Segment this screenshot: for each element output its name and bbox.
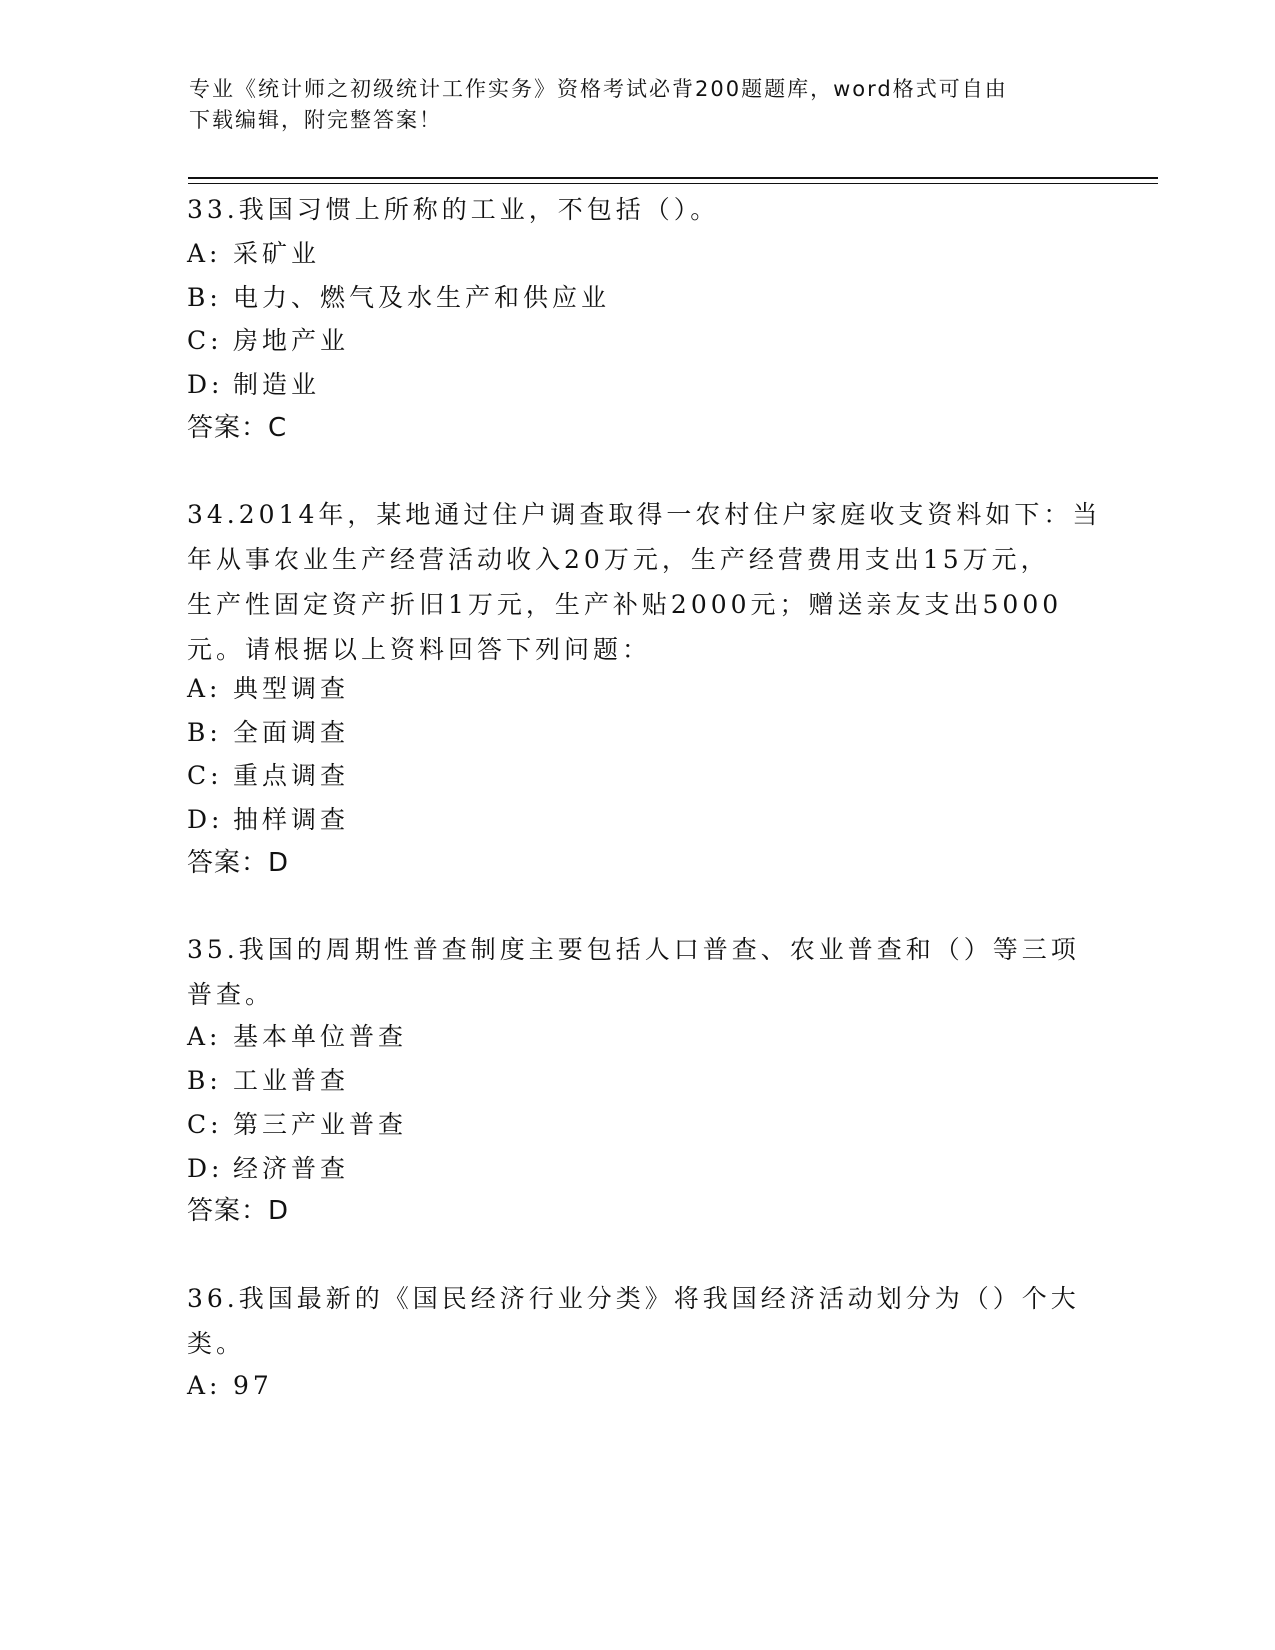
question-35-answer: 答案：D [187,1196,290,1226]
question-33-option-a [187,231,1087,276]
document-header [189,74,1069,136]
question-33-option-b [187,275,1087,320]
question-34-option-c [187,753,1087,798]
header-line-2: 下载编辑，附完整答案！ [189,108,442,132]
option-text: 经济普查 [233,1154,350,1183]
option-letter: D: [187,1154,224,1183]
option-letter: C: [187,761,223,790]
question-35-option-b [187,1058,1087,1103]
question-line: 年从事农业生产经营活动收入20万元，生产经营费用支出15万元， [187,545,1050,574]
question-35-text [187,927,1107,1017]
header-line-1: 专业《统计师之初级统计工作实务》资格考试必背200题题库，word格式可自由 [189,77,1008,101]
option-text: 工业普查 [233,1066,350,1095]
option-letter: B: [187,718,222,747]
question-34-option-d [187,797,1087,842]
option-text: 制造业 [233,370,321,399]
option-text: 抽样调查 [233,805,350,834]
question-line: 类。 [187,1329,246,1358]
option-text: 全面调查 [233,718,350,747]
question-line: 35.我国的周期性普查制度主要包括人口普查、农业普查和（）等三项 [187,935,1080,964]
question-33-answer: 答案：C [187,413,288,443]
question-line: 34.2014年，某地通过住户调查取得一农村住户家庭收支资料如下：当 [187,500,1102,529]
question-line: 36.我国最新的《国民经济行业分类》将我国经济活动划分为（）个大 [187,1284,1080,1313]
option-text: 电力、燃气及水生产和供应业 [233,283,611,312]
option-letter: D: [187,370,224,399]
option-letter: A: [187,1371,222,1400]
option-letter: A: [187,239,222,268]
header-divider-thin [188,183,1158,184]
question-35-option-d [187,1146,1087,1191]
option-text: 重点调查 [233,761,350,790]
option-letter: D: [187,805,224,834]
option-letter: C: [187,1110,223,1139]
question-line: 33.我国习惯上所称的工业，不包括（）。 [187,195,720,224]
option-letter: A: [187,1022,222,1051]
option-text: 房地产业 [233,326,350,355]
option-text: 97 [233,1371,273,1400]
question-33-option-c [187,318,1087,363]
question-36-text [187,1276,1107,1366]
option-text: 典型调查 [233,674,350,703]
option-letter: A: [187,674,222,703]
option-letter: B: [187,283,222,312]
question-34-option-a [187,666,1087,711]
question-line: 普查。 [187,980,275,1009]
option-text: 第三产业普查 [233,1110,408,1139]
option-letter: C: [187,326,223,355]
question-35-option-a [187,1014,1087,1059]
header-divider-thick [188,177,1158,179]
question-34-answer: 答案：D [187,848,290,878]
question-line: 生产性固定资产折旧1万元，生产补贴2000元；赠送亲友支出5000 [187,590,1063,619]
option-text: 采矿业 [233,239,321,268]
question-34-text [187,492,1107,672]
question-34-option-b [187,710,1087,755]
question-36-option-a [187,1363,1087,1408]
option-letter: B: [187,1066,222,1095]
question-35-option-c [187,1102,1087,1147]
question-line: 元。请根据以上资料回答下列问题： [187,635,652,664]
question-33-text [187,187,1107,232]
option-text: 基本单位普查 [233,1022,408,1051]
question-33-option-d [187,362,1087,407]
